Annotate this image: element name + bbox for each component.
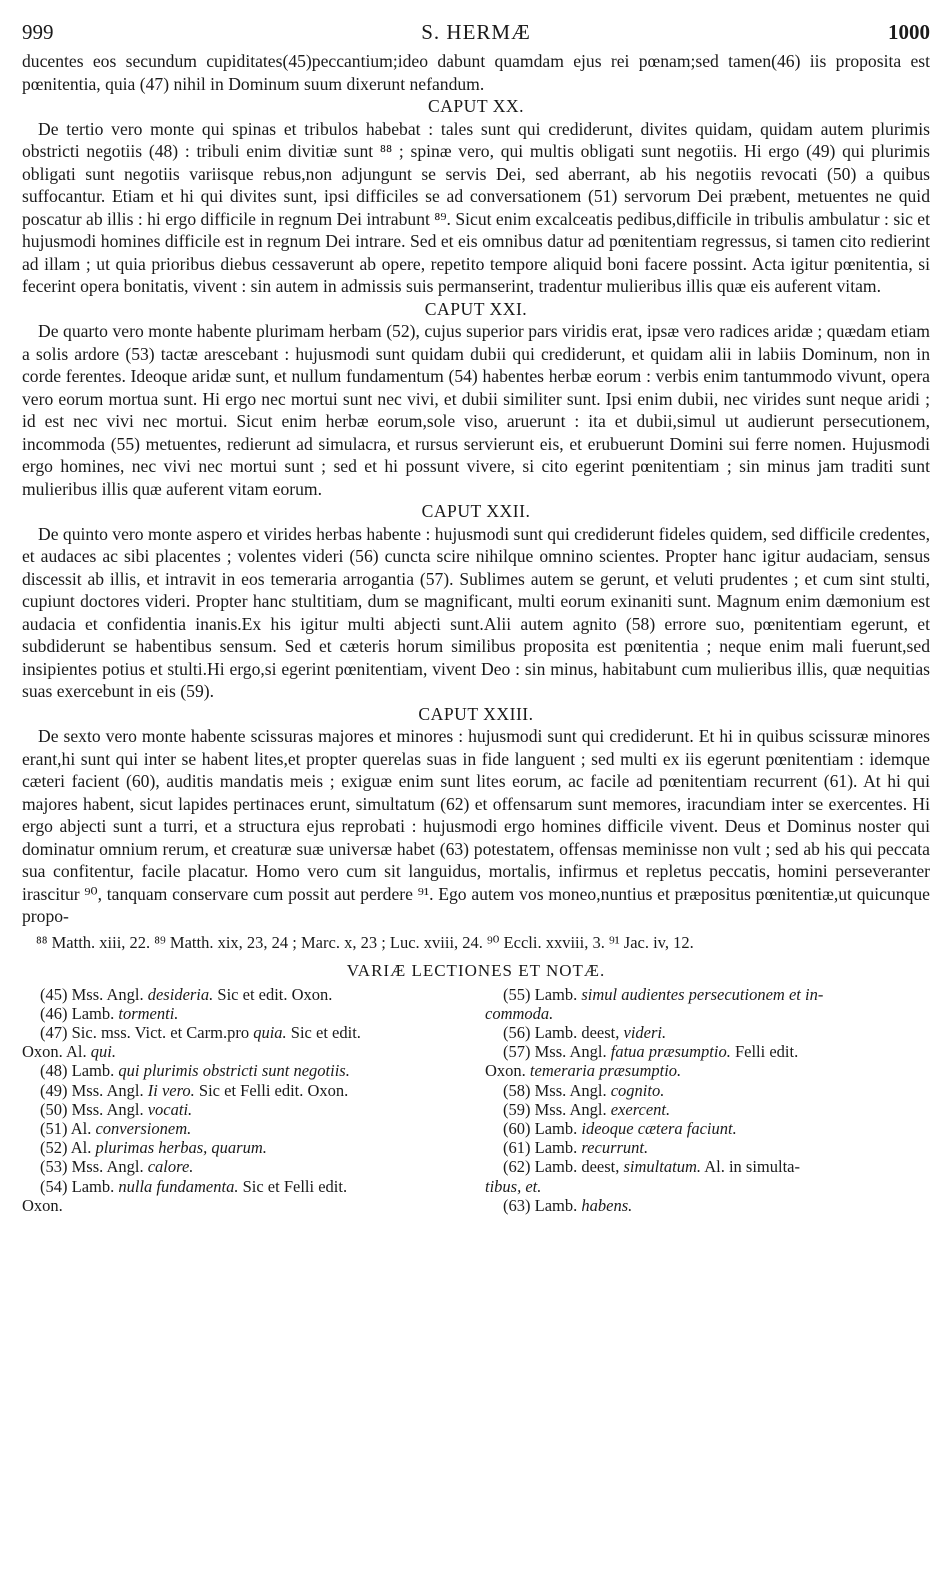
running-header — [22, 14, 930, 50]
note-line — [22, 1157, 467, 1176]
note-src: Mss. Angl. — [71, 984, 144, 1004]
note-src: Mss. Angl. — [534, 1099, 607, 1119]
note-line — [22, 1196, 467, 1215]
note-src: Mss. Angl. — [71, 1099, 144, 1119]
note-num: (53) — [40, 1157, 68, 1177]
note-src: Lamb. deest, — [534, 1022, 620, 1042]
note-line — [485, 985, 930, 1004]
note-line — [22, 1100, 467, 1119]
note-line — [22, 1042, 467, 1061]
page-number-right: 1000 — [888, 20, 930, 44]
note-it: plurimas herbas, quarum. — [95, 1138, 267, 1158]
page-number-left: 999 — [22, 20, 54, 44]
note-num: (59) — [503, 1099, 531, 1119]
note-src: Oxon. — [485, 1061, 526, 1081]
note-it: habens. — [581, 1195, 633, 1215]
note-it: tibus, et. — [485, 1176, 542, 1196]
note-it: fatua præsumptio. — [610, 1042, 731, 1062]
note-num: (47) — [40, 1022, 68, 1042]
running-title: S. HERMÆ — [421, 20, 531, 44]
note-num: (51) — [40, 1118, 68, 1138]
note-it: quia. — [253, 1022, 287, 1042]
note-it: videri. — [623, 1022, 667, 1042]
note-it: qui plurimis obstricti sunt negotiis. — [118, 1061, 350, 1081]
note-src: Mss. Angl. — [534, 1080, 607, 1100]
note-src: Lamb. — [534, 1118, 578, 1138]
note-it: calore. — [147, 1157, 194, 1177]
note-line — [22, 1138, 467, 1157]
note-line — [22, 1023, 467, 1042]
note-line — [485, 1196, 930, 1215]
note-line — [485, 1081, 930, 1100]
notes-column-right — [485, 985, 930, 1215]
chapter-heading-21: CAPUT XXI. — [424, 298, 528, 319]
note-src: Mss. Angl. — [71, 1080, 144, 1100]
note-line — [485, 1042, 930, 1061]
note-it: tormenti. — [118, 1003, 179, 1023]
note-src: Lamb. — [71, 1003, 115, 1023]
note-it: commoda. — [485, 1003, 554, 1023]
note-tail: Sic et Felli edit. — [242, 1176, 348, 1196]
note-src: Lamb. — [534, 1195, 578, 1215]
note-src: Mss. Angl. — [71, 1157, 144, 1177]
notes-column-left — [22, 985, 467, 1215]
note-it: desideria. — [147, 984, 214, 1004]
note-line — [485, 1138, 930, 1157]
note-src: Lamb. deest, — [534, 1157, 620, 1177]
note-line — [485, 1119, 930, 1138]
note-line — [22, 1081, 467, 1100]
note-num: (55) — [503, 984, 531, 1004]
note-tail: Sic et Felli edit. Oxon. — [198, 1080, 349, 1100]
chapter-22-text: De quinto vero monte aspero et virides herbas habente : hujusmodi sunt qui crediderunt fideles quidem, sed difficile credentes, et audaces ac sibi placentes ; volentes videri (56) cuncta scire nihilque omnino scientes. Propter hanc igitur audaciam, sensus discessit ab illis, et intravit in eos temeraria arrogantia (57). Sublimes autem se gerunt, et veluti prudentes ; et cum sint stulti, cupiunt doctores videri. Propter hanc stultitiam, dum se magnificant, multi eorum exinaniti sunt. Magnum enim dæmonium est audacia et confidentia inanis.Ex his igitur multi abjecti sunt.Alii autem agnito (58) errore suo, pœnitentiam egerunt, et subdiderunt se habentibus sensum. Sed et cæteris horum similibus proposita est pœnitentia ; neque enim mali fuerunt,sed insipientes potius et stulti.Hi ergo,si egerint pœnitentiam, vivent Deo : sin minus, habitabunt cum mulieribus illis, quæ nequitias suas exercebunt in eis (59). — [22, 523, 930, 701]
note-src: Lamb. — [71, 1176, 115, 1196]
note-num: (48) — [40, 1061, 68, 1081]
note-num: (58) — [503, 1080, 531, 1100]
note-tail: Sic et edit. Oxon. — [217, 984, 333, 1004]
chapter-heading-23: CAPUT XXIII. — [418, 703, 534, 724]
note-num: (54) — [40, 1176, 68, 1196]
note-src: Oxon. — [22, 1195, 63, 1215]
note-line — [22, 1177, 467, 1196]
note-line — [485, 1100, 930, 1119]
note-src: Lamb. — [534, 984, 578, 1004]
note-line — [485, 1061, 930, 1080]
note-num: (49) — [40, 1080, 68, 1100]
note-src: Al. — [70, 1138, 92, 1158]
note-num: (50) — [40, 1099, 68, 1119]
note-line — [22, 1119, 467, 1138]
note-it: exercent. — [610, 1099, 671, 1119]
note-num: (46) — [40, 1003, 68, 1023]
note-num: (52) — [40, 1138, 68, 1158]
note-it: qui. — [90, 1042, 116, 1062]
note-num: (63) — [503, 1195, 531, 1215]
note-it: temeraria præsumptio. — [529, 1061, 682, 1081]
note-line — [22, 985, 467, 1004]
note-tail: Sic et edit. — [290, 1022, 361, 1042]
note-line — [485, 1157, 930, 1176]
note-num: (62) — [503, 1157, 531, 1177]
note-line — [22, 1004, 467, 1023]
chapter-heading-22: CAPUT XXII. — [421, 501, 531, 521]
note-src: Mss. Angl. — [534, 1042, 607, 1062]
note-it: nulla fundamenta. — [118, 1176, 239, 1196]
chapter-23-text: De sexto vero monte habente scissuras majores et minores : hujusmodi sunt qui crediderunt. Et hi in quibus scissuræ minores erant,hi sunt qui inter se habent lites,et propter querelas suas in fide languent ; sed multi ex iis egerunt pœnitentiam : idemque cæteri facient (60), auditis mandatis meis ; exiguæ enim sunt lites eorum, ac facile ad pœnitentiam recurrent (61). At hi qui majores habent, sicut lapides pertinaces erunt, simultatum (62) et offensarum sunt memores, iracundiam inter se exercentes. Hi ergo abjecti sunt a turri, et a structura ejus reprobati : hujusmodi ergo homines difficile vivent. Deus et Dominus noster qui dominatur omnium rerum, et creaturæ suæ universæ habet (63) potestatem, offensas meminisse non vult ; sed ab his qui peccata sua confitentur, facile placatur. Homo vero cum sit languidus, mortalis, infirmus et repletus peccatis, homini perseveranter irascitur ⁹⁰, tanquam conservare cum possit aut perdere ⁹¹. Ego autem vos moneo,nuntius et præpositus pœnitentiæ,ut quicunque propo- — [22, 726, 930, 926]
intro-paragraph: ducentes eos secundum cupiditates(45)peccantium;ideo dabunt quamdam ejus rei pœnam;sed tamen(46) iis proposita est pœnitentia, quia (47) nihil in Dominum suum dixerunt nefandum. — [22, 51, 930, 94]
note-it: Ii vero. — [147, 1080, 195, 1100]
note-src: Lamb. — [534, 1138, 578, 1158]
note-num: (56) — [503, 1022, 531, 1042]
page — [22, 14, 930, 1215]
note-line — [22, 1061, 467, 1080]
chapter-21-text: De quarto vero monte habente plurimam herbam (52), cujus superior pars viridis erat, ipsæ vero radices aridæ ; quædam etiam a solis ardore (53) tactæ arescebant : hujusmodi sunt quidam dubii qui crediderunt, et quidam alii in labiis Dominum, non in corde ferentes. Ideoque aridæ sunt, et nullum fundamentum (54) habentes herbæ eorum : verbis enim tantummodo vivunt, opera vero eorum mortua sunt. Hi ergo nec mortui sunt nec vivi, et dubii similiter sunt. Ipsi enim dubii, nec virides sunt neque aridi ; id est nec vivi nec mortui. Sicut enim herbæ eorum,sole viso, aruerunt : ita et dubii,simul ut audierunt persecutionem, incommoda (55) metuentes, redierunt ad simulacra, et rursus servierunt eis, et erubuerunt Domini sui ferre nomen. Hujusmodi ergo homines, nec vivi nec mortui sunt ; sed et hi possunt vivere, si cito egerint pœnitentiam ; sin minus jam traditi sunt mulieribus illis quæ auferent vitam eorum. — [22, 321, 930, 499]
body-text — [22, 50, 930, 928]
note-num: (57) — [503, 1042, 531, 1062]
note-it: conversionem. — [95, 1118, 192, 1138]
note-it: cognito. — [610, 1080, 665, 1100]
note-src: Oxon. Al. — [22, 1042, 87, 1062]
notes-heading: VARIÆ LECTIONES ET NOTÆ. — [346, 960, 606, 980]
note-it: simul audientes persecutionem et in- — [581, 984, 824, 1004]
note-tail: Felli edit. — [734, 1042, 799, 1062]
chapter-heading-20: CAPUT XX. — [427, 96, 525, 116]
note-it: recurrunt. — [581, 1138, 649, 1158]
note-it: vocati. — [147, 1099, 193, 1119]
note-line — [485, 1177, 930, 1196]
note-src: Lamb. — [71, 1061, 115, 1081]
notes-columns — [22, 985, 930, 1215]
chapter-20-text: De tertio vero monte qui spinas et tribulos habebat : tales sunt qui crediderunt, divites quidam, quidam autem plurimis obstricti negotiis (48) : tribuli enim divitiæ sunt ⁸⁸ ; spinæ vero, qui multis obligati sunt negotiis. Hi ergo (49) qui plurimis obligati sunt negotiis variisque rebus,non adjungunt se servis Dei, sed aberrant, ab his negotiis revocati (50) a quibus suffocantur. Etiam et hi qui divites sunt, ipsi difficiles se ad conversationem (51) servorum Dei præbent, metuentes ne quid poscatur ab illis : hi ergo difficile in regnum Dei intrabunt ⁸⁹. Sicut enim excalceatis pedibus,difficile in tribulis ambulatur : sic et hujusmodi homines difficile est in regnum Dei intrare. Sed et eis omnibus datur ad pœnitentiam regressus, si tamen cito redierint ad illam ; ut quia prioribus diebus cessaverunt ab opere, repetito tempore aliquid boni facere possint. Acta igitur pœnitentia, si fecerint opera bonitatis, vivent : sin autem in admissis suis permanserint, tradentur mulieribus illis quæ eis auferent vitam. — [22, 118, 930, 296]
note-num: (45) — [40, 984, 68, 1004]
note-line — [485, 1004, 930, 1023]
note-tail: Al. in simulta- — [704, 1157, 800, 1177]
note-it: simultatum. — [623, 1157, 701, 1177]
note-src: Al. — [70, 1118, 92, 1138]
scripture-footnotes: ⁸⁸ Matth. xiii, 22. ⁸⁹ Matth. xix, 23, 24 ; Marc. x, 23 ; Luc. xviii, 24. ⁹⁰ Eccli. xxviii, 3. ⁹¹ Jac. iv, 12. — [36, 932, 694, 952]
note-line — [485, 1023, 930, 1042]
note-it: ideoque cætera faciunt. — [581, 1118, 737, 1138]
note-num: (60) — [503, 1118, 531, 1138]
note-num: (61) — [503, 1138, 531, 1158]
note-src: Sic. mss. Vict. et Carm.pro — [71, 1022, 250, 1042]
